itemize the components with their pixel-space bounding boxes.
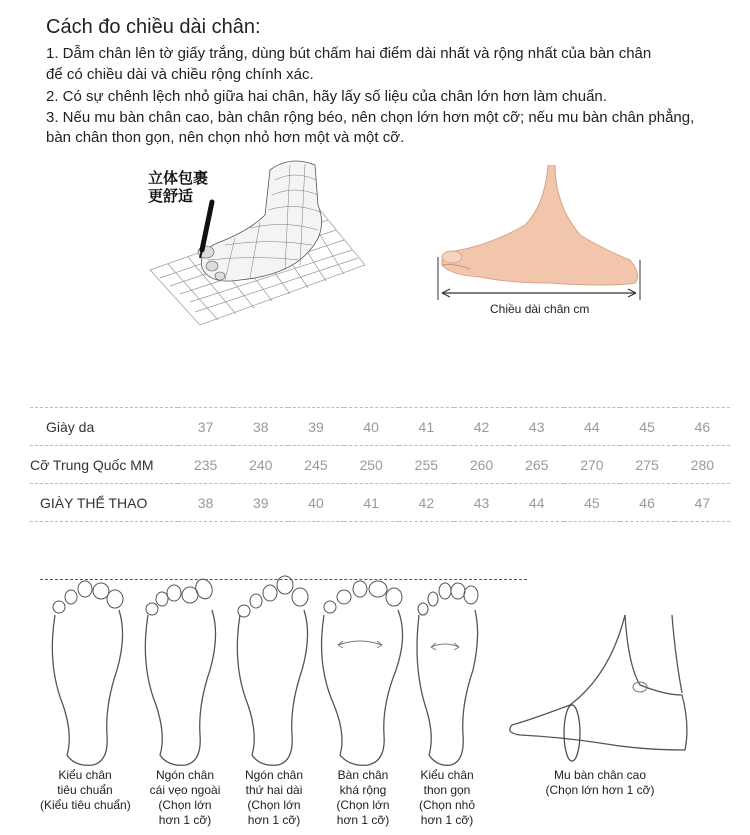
caption-line: Kiểu chân	[420, 768, 474, 782]
caption-line: hơn 1 cỡ)	[158, 813, 212, 827]
foot-types-illustration	[0, 575, 750, 770]
caption-line: Mu bàn chân cao	[553, 768, 647, 782]
foot-long-second-toe	[237, 576, 308, 765]
caption-line: Ngón chân	[244, 768, 304, 782]
caption-line: (Chọn lớn	[247, 798, 301, 812]
foot-high-instep	[510, 615, 687, 761]
side-foot-illustration	[430, 165, 650, 320]
table-cell: 255	[399, 446, 454, 484]
table-row	[30, 446, 730, 484]
caption-line: (Chọn lớn	[336, 798, 390, 812]
table-cell: 260	[454, 446, 509, 484]
promo-text	[148, 170, 208, 206]
caption-slim	[402, 768, 492, 828]
table-cell: 39	[288, 408, 343, 446]
table-cell: 38	[178, 484, 233, 522]
table-cell: 280	[675, 446, 730, 484]
table-cell: 45	[620, 408, 675, 446]
table-cell: 37	[178, 408, 233, 446]
instructions-title: Cách đo chiều dài chân:	[46, 16, 261, 38]
instruction-line: 2. Có sự chênh lệch nhỏ giữa hai chân, hãy lấy số liệu của chân lớn hơn làm chuẩn.	[46, 88, 607, 105]
caption-wide	[318, 768, 408, 828]
table-cell: 235	[178, 446, 233, 484]
table-cell: 240	[233, 446, 288, 484]
table-cell: 42	[399, 484, 454, 522]
foot-slim	[417, 583, 478, 765]
caption-line: khá rộng	[339, 783, 387, 797]
table-cell: 40	[344, 408, 399, 446]
instruction-line: để có chiều dài và chiều rộng chính xác.	[46, 66, 314, 83]
table-row	[30, 484, 730, 522]
table-cell: 245	[288, 446, 343, 484]
caption-line: hơn 1 cỡ)	[247, 813, 301, 827]
foot-bunion	[145, 577, 215, 765]
promo-line-2: 更舒适	[148, 188, 194, 205]
table-cell: 38	[233, 408, 288, 446]
caption-line: thứ hai dài	[245, 783, 303, 797]
caption-bunion	[140, 768, 230, 828]
table-cell: 41	[399, 408, 454, 446]
caption-standard	[40, 768, 130, 813]
instruction-line: 1. Dẫm chân lên tờ giấy trắng, dùng bút chấm hai điểm dài nhất và rộng nhất của bàn chân	[46, 45, 652, 62]
table-cell: 40	[288, 484, 343, 522]
table-cell: 46	[620, 484, 675, 522]
size-table	[30, 407, 730, 522]
table-cell: 45	[564, 484, 619, 522]
table-cell: 46	[675, 408, 730, 446]
instruction-line: bàn chân thon gọn, nên chọn nhỏ hơn một và một cỡ.	[46, 129, 405, 146]
promo-line-1: 立体包裹	[148, 170, 209, 187]
table-cell: 270	[564, 446, 619, 484]
caption-long-second-toe	[229, 768, 319, 828]
table-cell: 39	[233, 484, 288, 522]
caption-line: Bàn chân	[337, 768, 389, 782]
table-cell: 43	[454, 484, 509, 522]
row-label: Cỡ Trung Quốc MM	[30, 446, 178, 484]
caption-line: Kiểu chân	[58, 768, 112, 782]
caption-line: (Chọn lớn	[158, 798, 212, 812]
table-row	[30, 408, 730, 446]
foot-standard	[52, 581, 123, 765]
caption-line: (Chọn nhỏ	[418, 798, 476, 812]
table-cell: 44	[564, 408, 619, 446]
caption-line: tiêu chuẩn	[57, 783, 113, 797]
table-cell: 41	[344, 484, 399, 522]
table-cell: 250	[344, 446, 399, 484]
caption-line: hơn 1 cỡ)	[336, 813, 390, 827]
row-label: Giày da	[30, 408, 178, 446]
foot-length-label: Chiều dài chân cm	[490, 302, 590, 316]
caption-high-instep	[530, 768, 670, 798]
caption-line: (Kiểu tiêu chuẩn)	[40, 798, 131, 812]
row-label: GIÀY THỂ THAO	[30, 484, 178, 522]
table-cell: 44	[509, 484, 564, 522]
table-cell: 275	[620, 446, 675, 484]
caption-line: (Chọn lớn hơn 1 cỡ)	[545, 783, 655, 797]
caption-line: Ngón chân	[155, 768, 215, 782]
caption-line: cái vẹo ngoài	[149, 783, 221, 797]
table-cell: 47	[675, 484, 730, 522]
foot-wide	[322, 581, 403, 765]
instruction-line: 3. Nếu mu bàn chân cao, bàn chân rộng béo, nên chọn lớn hơn một cỡ; nếu mu bàn chân phẳng,	[46, 109, 695, 126]
caption-line: thon gọn	[423, 783, 471, 797]
table-cell: 43	[509, 408, 564, 446]
table-cell: 42	[454, 408, 509, 446]
caption-line: hơn 1 cỡ)	[420, 813, 474, 827]
table-cell: 265	[509, 446, 564, 484]
